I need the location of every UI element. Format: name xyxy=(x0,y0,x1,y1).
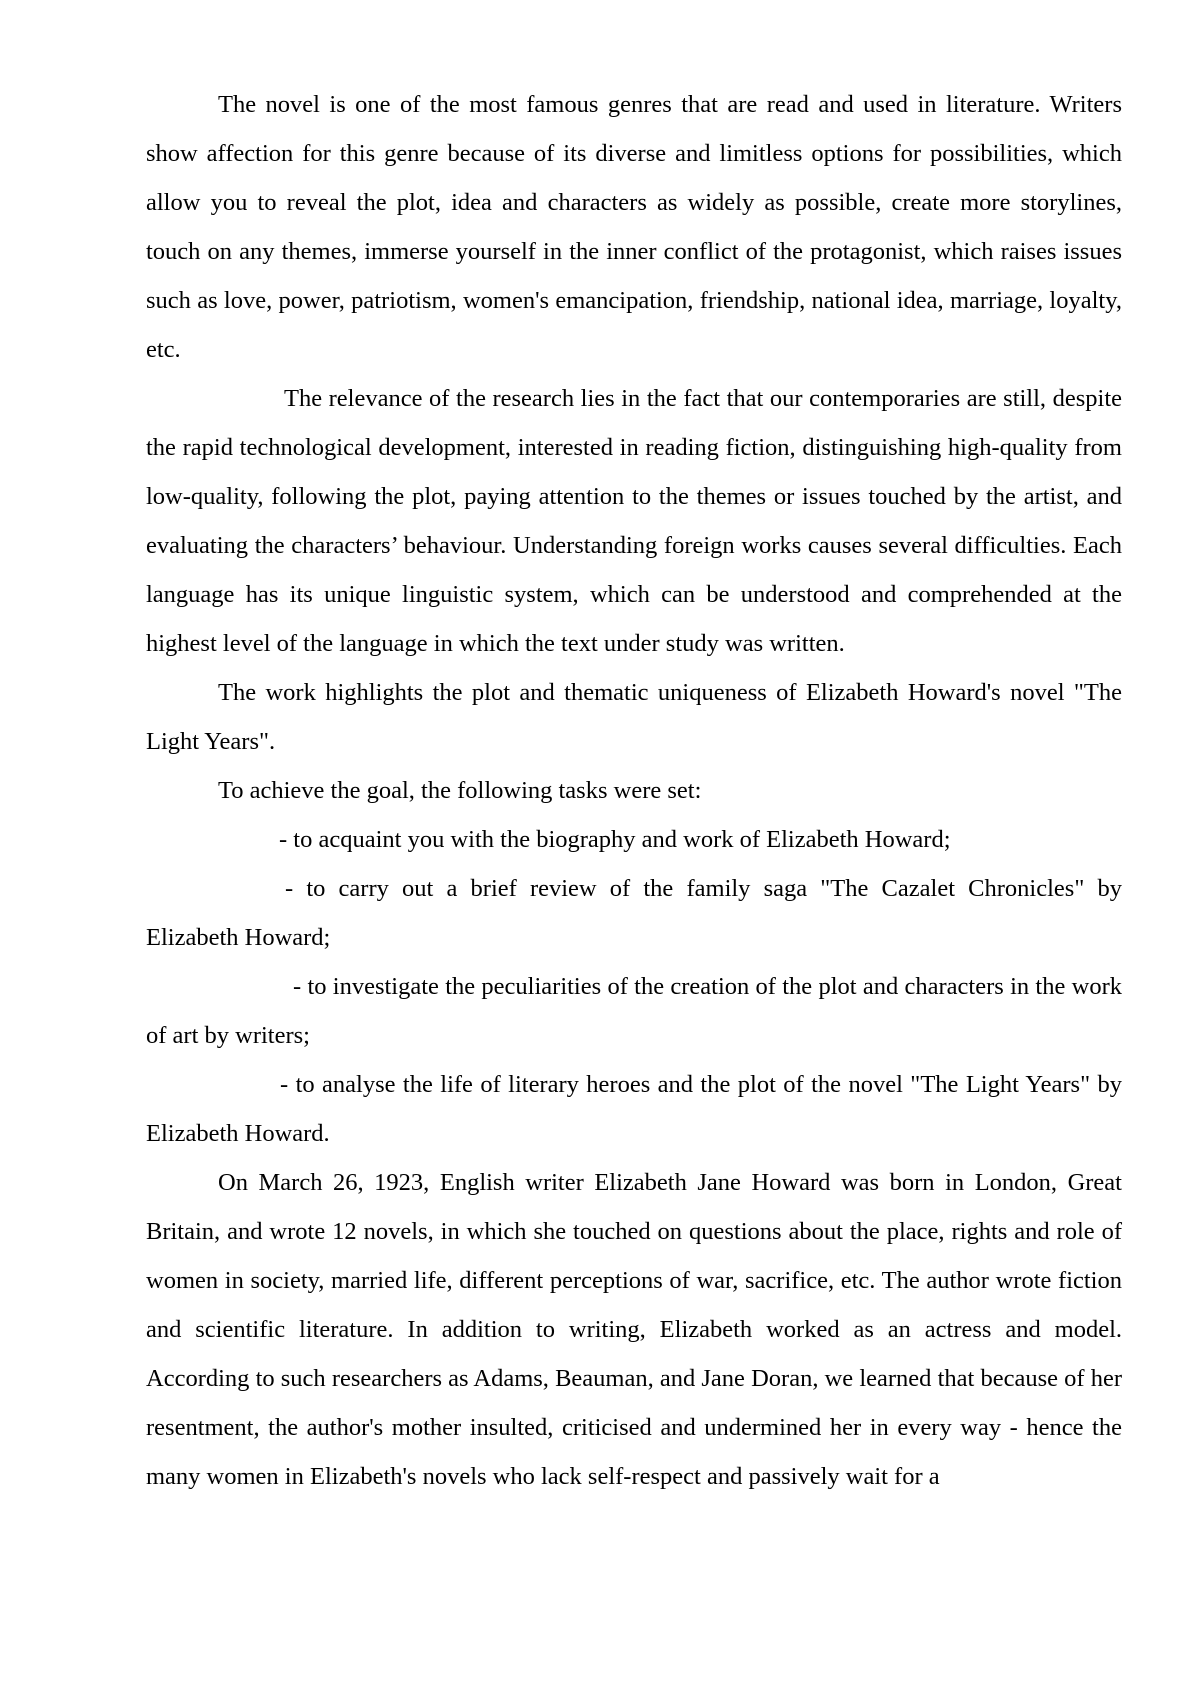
paragraph-work-highlights: The work highlights the plot and thematic uniqueness of Elizabeth Howard's novel "The Light Years". xyxy=(146,679,1122,755)
task-item-biography: - to acquaint you with the biography and work of Elizabeth Howard; xyxy=(279,826,951,853)
task-item-peculiarities: - to investigate the peculiarities of the creation of the plot and characters in the work of art by writers; xyxy=(146,973,1122,1049)
paragraph-novel-genre: The novel is one of the most famous genres that are read and used in literature. Writers show affection for this genre because of its diverse and limitless options for possibilities, which allow you to reveal the plot, idea and characters as widely as possible, create more storylines, touch on any themes, immerse yourself in the inner conflict of the protagonist, which raises issues such as love, power, patriotism, women's emancipation, friendship, national idea, marriage, loyalty, etc. xyxy=(146,91,1122,363)
paragraph-biography: On March 26, 1923, English writer Elizabeth Jane Howard was born in London, Great Britain, and wrote 12 novels, in which she touched on questions about the place, rights and role of women in society, married life, different perceptions of war, sacrifice, etc. The author wrote fiction and scientific literature. In addition to writing, Elizabeth worked as an actress and model. According to such researchers as Adams, Beauman, and Jane Doran, we learned that because of her resentment, the author's mother insulted, criticised and undermined her in every way - hence the many women in Elizabeth's novels who lack self-respect and passively wait for a xyxy=(146,1169,1122,1490)
paragraph-tasks-intro: To achieve the goal, the following tasks were set: xyxy=(218,777,702,804)
task-item-saga-review: - to carry out a brief review of the family saga "The Cazalet Chronicles" by Elizabeth Howard; xyxy=(146,875,1122,951)
paragraph-research-relevance: The relevance of the research lies in the fact that our contemporaries are still, despite the rapid technological development, interested in reading fiction, distinguishing high-quality from low-quality, following the plot, paying attention to the themes or issues touched by the artist, and evaluating the characters’ behaviour. Understanding foreign works causes several difficulties. Each language has its unique linguistic system, which can be understood and comprehended at the highest level of the language in which the text under study was written. xyxy=(146,385,1122,657)
document-page xyxy=(146,80,1122,1501)
task-item-analysis: - to analyse the life of literary heroes and the plot of the novel "The Light Years" by Elizabeth Howard. xyxy=(146,1071,1122,1147)
